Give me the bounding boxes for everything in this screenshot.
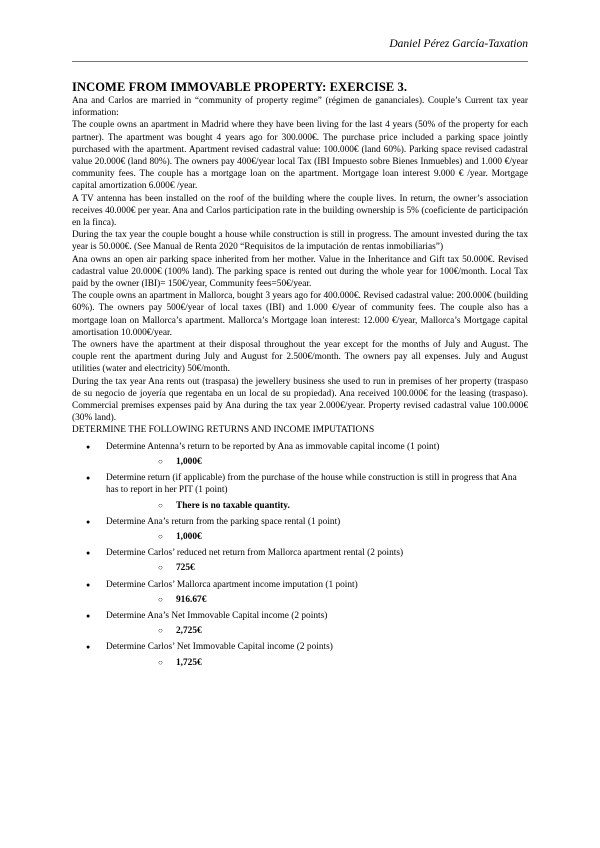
question-item bbox=[72, 610, 528, 637]
answer-text: ○ There is no taxable quantity. bbox=[106, 500, 528, 512]
exercise-title: INCOME FROM IMMOVABLE PROPERTY: EXERCISE 3. bbox=[72, 80, 408, 94]
question-text: ● Determine return (if applicable) from the purchase of the house while construction is still in progress that Ana has to report in her PIT (1 point) bbox=[106, 473, 517, 496]
question-text: ● Determine Carlos’ Net Immovable Capital income (2 points) bbox=[106, 642, 333, 653]
question-text: ● Determine Ana’s return from the parking space rental (1 point) bbox=[106, 516, 341, 527]
question-text: ● Determine Ana’s Net Immovable Capital income (2 points) bbox=[106, 610, 328, 621]
paragraph-parking-space: Ana owns an open air parking space inherited from her mother. Value in the Inheritance and Gift tax 50.000€. Revised cadastral value 20.000€ (100% land). The parking space is rented out during the whole year for 100€/month. Local Tax paid by the owner (IBI)= 150€/year, Community fees=50€/year. bbox=[72, 254, 528, 290]
paragraph-madrid-apartment: The couple owns an apartment in Madrid where they have been living for the last 4 years (50% of the property for each partner). The apartment was bought 4 years ago for 300.000€. The purchase price included a parking space jointly purchased with the apartment. Apartment revised cadastral value: 100.000€ (land 60%). Parking space revised cadastral value 20.000€ (land 80%). The owners pay 400€/year local Tax (IBI Impuesto sobre Bienes Inmuebles) and 1.000 €/year community fees. The couple has a mortgage loan on the apartment. Mortgage loan interest 9.000 € /year. Mortgage capital amortization 6.000€ /year. bbox=[72, 120, 528, 192]
question-item bbox=[72, 547, 528, 574]
question-text: ● Determine Carlos’ reduced net return from Mallorca apartment rental (2 points) bbox=[106, 548, 404, 559]
paragraph-intro: Ana and Carlos are married in “community of property regime” (régimen de gananciales). Couple’s Current tax year information: bbox=[72, 96, 528, 119]
answer-text: ○ 1,000€ bbox=[106, 456, 528, 468]
header-divider bbox=[72, 61, 528, 62]
answer-text: ○ 916.67€ bbox=[106, 594, 528, 606]
question-list bbox=[72, 441, 528, 669]
question-item bbox=[72, 641, 528, 668]
paragraph-tv-antenna: A TV antenna has been installed on the roof of the building where the couple lives. In return, the owner’s association receives 40.000€ per year. Ana and Carlos participation rate in the building ownership is 5% (coeficiente de participación en la finca). bbox=[72, 193, 528, 229]
question-item bbox=[72, 516, 528, 543]
answer-text: ○ 1,725€ bbox=[106, 657, 528, 669]
paragraph-house-construction: During the tax year the couple bought a house while construction is still in progress. The amount invested during the tax year is 50.000€. (See Manual de Renta 2020 “Requisitos de la imputación de rentas inmobiliarias”) bbox=[72, 230, 528, 253]
paragraph-jewellery-business: During the tax year Ana rents out (traspasa) the jewellery business she used to run in premises of her property (traspaso de su negocio de joyería que regentaba en un local de su propiedad). Ana received 100.000€ for the leasing (traspaso). Commercial premises expenses paid by Ana during the tax year 2.000€/year. Property revised cadastral value 100.000€ (30% land). bbox=[72, 376, 528, 424]
determine-heading: DETERMINE THE FOLLOWING RETURNS AND INCOME IMPUTATIONS bbox=[72, 425, 375, 436]
question-item bbox=[72, 472, 528, 512]
document-body bbox=[72, 80, 528, 672]
answer-text: ○ 725€ bbox=[106, 562, 528, 574]
question-item bbox=[72, 579, 528, 606]
paragraph-mallorca-rental: The owners have the apartment at their disposal throughout the year except for the months of July and August. The couple rent the apartment during July and August for 2.500€/month. The owners pay all expenses. July and August utilities (water and electricity) 50€/month. bbox=[72, 340, 528, 375]
page-header-author: Daniel Pérez García-Taxation bbox=[389, 38, 528, 50]
question-text: ● Determine Carlos’ Mallorca apartment income imputation (1 point) bbox=[106, 579, 358, 590]
answer-text: ○ 1,000€ bbox=[106, 531, 528, 543]
question-item bbox=[72, 441, 528, 468]
answer-text: ○ 2,725€ bbox=[106, 625, 528, 637]
paragraph-mallorca-apartment: The couple owns an apartment in Mallorca, bought 3 years ago for 400.000€. Revised cadastral value: 200.000€ (building 60%). The owners pay 500€/year of local taxes (IBI) and 1.000 €/year of community fees. The couple also has a mortgage loan on Mallorca’s apartment. Mallorca’s Mortgage loan interest: 12.000 €/year, Mallorca’s Mortgage capital amortisation 10.000€/year. bbox=[72, 291, 528, 338]
question-text: ● Determine Antenna’s return to be reported by Ana as immovable capital income (1 point) bbox=[106, 441, 440, 452]
